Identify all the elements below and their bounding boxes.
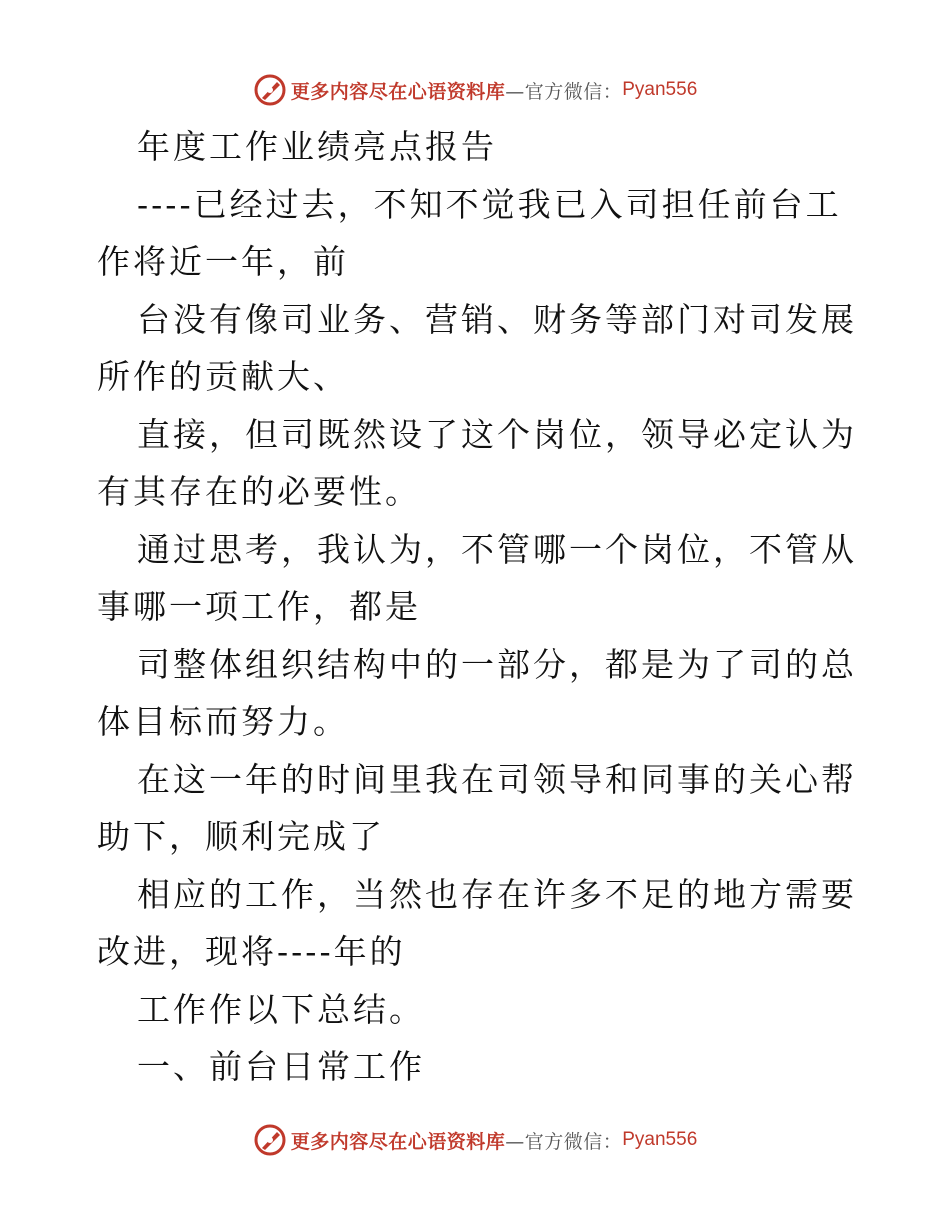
- banner-wechat-id: Pyan556: [622, 1129, 698, 1150]
- document-body: [97, 118, 867, 1096]
- paragraph: 通过思考，我认为，不管哪一个岗位，不管从事哪一项工作，都是: [97, 529, 857, 626]
- banner-wechat-id: Pyan556: [622, 79, 698, 100]
- quill-pen-logo-icon: [253, 73, 287, 107]
- footer-banner: [0, 1120, 950, 1160]
- banner-title: 更多内容尽在心语资料库: [290, 1130, 506, 1153]
- paragraph: 在这一年的时间里我在司领导和同事的关心帮助下，顺利完成了: [97, 759, 857, 856]
- paragraph: ----已经过去，不知不觉我已入司担任前台工作将近一年，前: [97, 184, 842, 281]
- section-heading: 一、前台日常工作: [137, 1047, 425, 1086]
- banner-wechat-label: —官方微信：: [505, 80, 623, 103]
- paragraph: 工作作以下总结。: [137, 989, 425, 1029]
- paragraph: 直接，但司既然设了这个岗位，领导必定认为有其存在的必要性。: [97, 414, 857, 511]
- doc-title: 年度工作业绩亮点报告: [137, 127, 497, 166]
- paragraph: 相应的工作，当然也存在许多不足的地方需要改进，现将----年的: [97, 874, 857, 971]
- paragraph: 司整体组织结构中的一部分，都是为了司的总体目标而努力。: [97, 644, 857, 741]
- header-banner: [0, 70, 950, 110]
- paragraph: 台没有像司业务、营销、财务等部门对司发展所作的贡献大、: [97, 299, 857, 396]
- quill-pen-logo-icon: [253, 1123, 287, 1157]
- banner-wechat-label: —官方微信：: [505, 1130, 623, 1153]
- banner-title: 更多内容尽在心语资料库: [290, 80, 506, 103]
